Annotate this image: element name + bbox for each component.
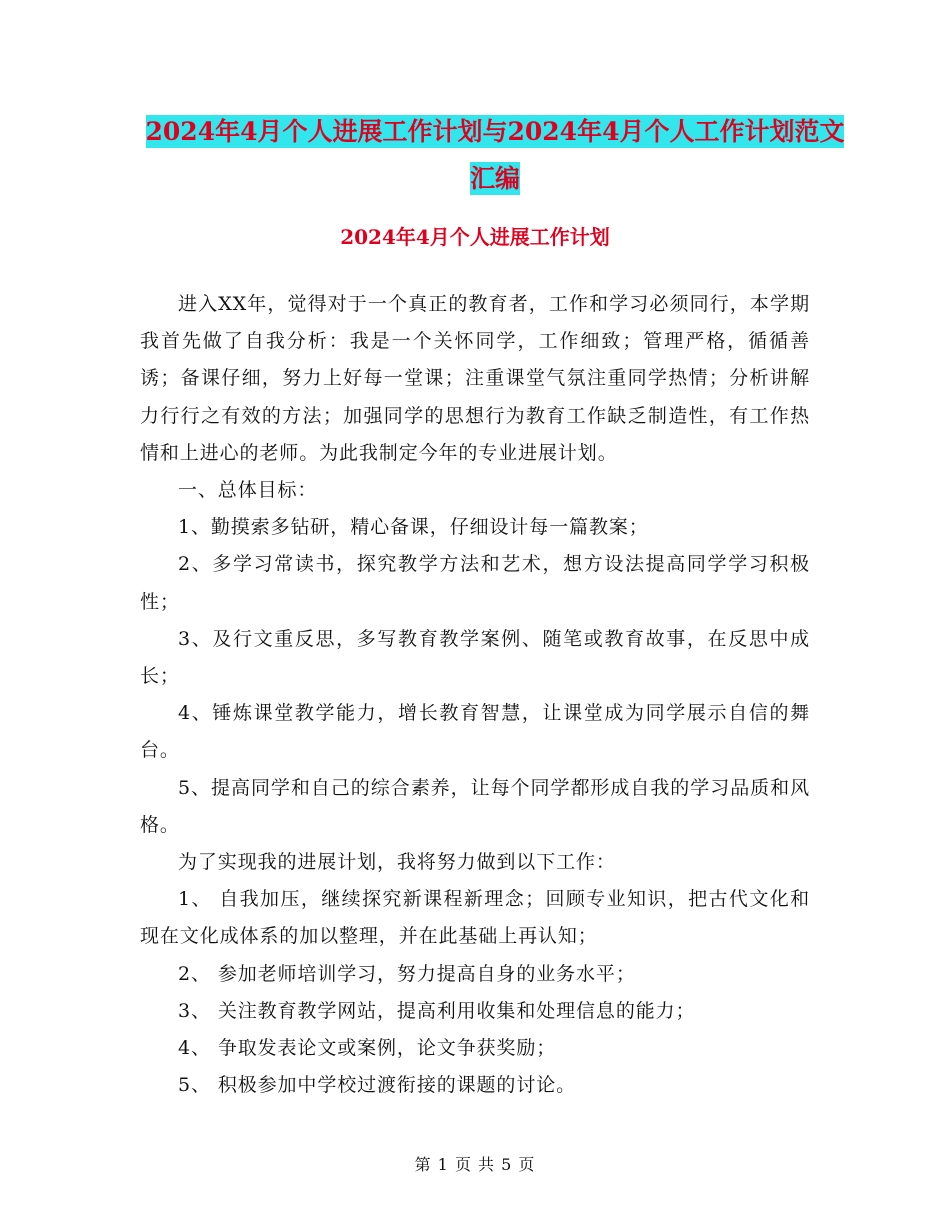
document-body [140,286,810,1104]
paragraph-action-5: 5、 积极参加中学校过渡衔接的课题的讨论。 [178,1074,577,1097]
paragraph-goal-4: 4、锤炼课堂教学能力，增长教育智慧，让课堂成为同学展示自信的舞台。 [140,702,810,762]
section-title: 2024年4月个人进展工作计划 [340,225,610,249]
paragraph-goal-5: 5、提高同学和自己的综合素养，让每个同学都形成自我的学习品质和风格。 [140,776,810,836]
paragraph-action-1: 1、 自我加压，继续探究新课程新理念；回顾专业知识，把古代文化和现在文化成体系的加以整理，并在此基础上再认知； [140,888,810,948]
paragraph-action-4: 4、 争取发表论文或案例，论文争获奖励； [178,1037,557,1060]
paragraph-actions-heading: 为了实现我的进展计划，我将努力做到以下工作： [178,851,616,874]
paragraph-action-3: 3、 关注教育教学网站，提高利用收集和处理信息的能力； [178,999,696,1022]
paragraph-goal-1: 1、勤摸索多钻研，精心备课，仔细设计每一篇教案； [178,516,649,539]
document-title-text: 2024年4月个人进展工作计划与2024年4月个人工作计划范文汇编 [145,117,845,193]
paragraph-action-2: 2、 参加老师培训学习，努力提高自身的业务水平； [178,962,636,985]
paragraph-goal-3: 3、及行文重反思，多写教育教学案例、随笔或教育故事，在反思中成长； [140,627,810,688]
document-title [140,108,850,202]
page-number-footer: 第 1 页 共 5 页 [414,1155,536,1174]
paragraph-intro: 进入XX年，觉得对于一个真正的教育者，工作和学习必须同行，本学期我首先做了自我分析：我是一个关怀同学，工作细致；管理严格，循循善诱；备课仔细，努力上好每一堂课；注重课堂气氛注重同学热情；分析讲解力行行之有效的方法；加强同学的思想行为教育工作缺乏制造性，有工作热情和上进心的老师。为此我制定今年的专业进展计划。 [140,293,810,464]
paragraph-goals-heading: 一、总体目标： [178,479,318,502]
paragraph-goal-2: 2、多学习常读书，探究教学方法和艺术，想方设法提高同学学习积极性； [140,553,810,613]
